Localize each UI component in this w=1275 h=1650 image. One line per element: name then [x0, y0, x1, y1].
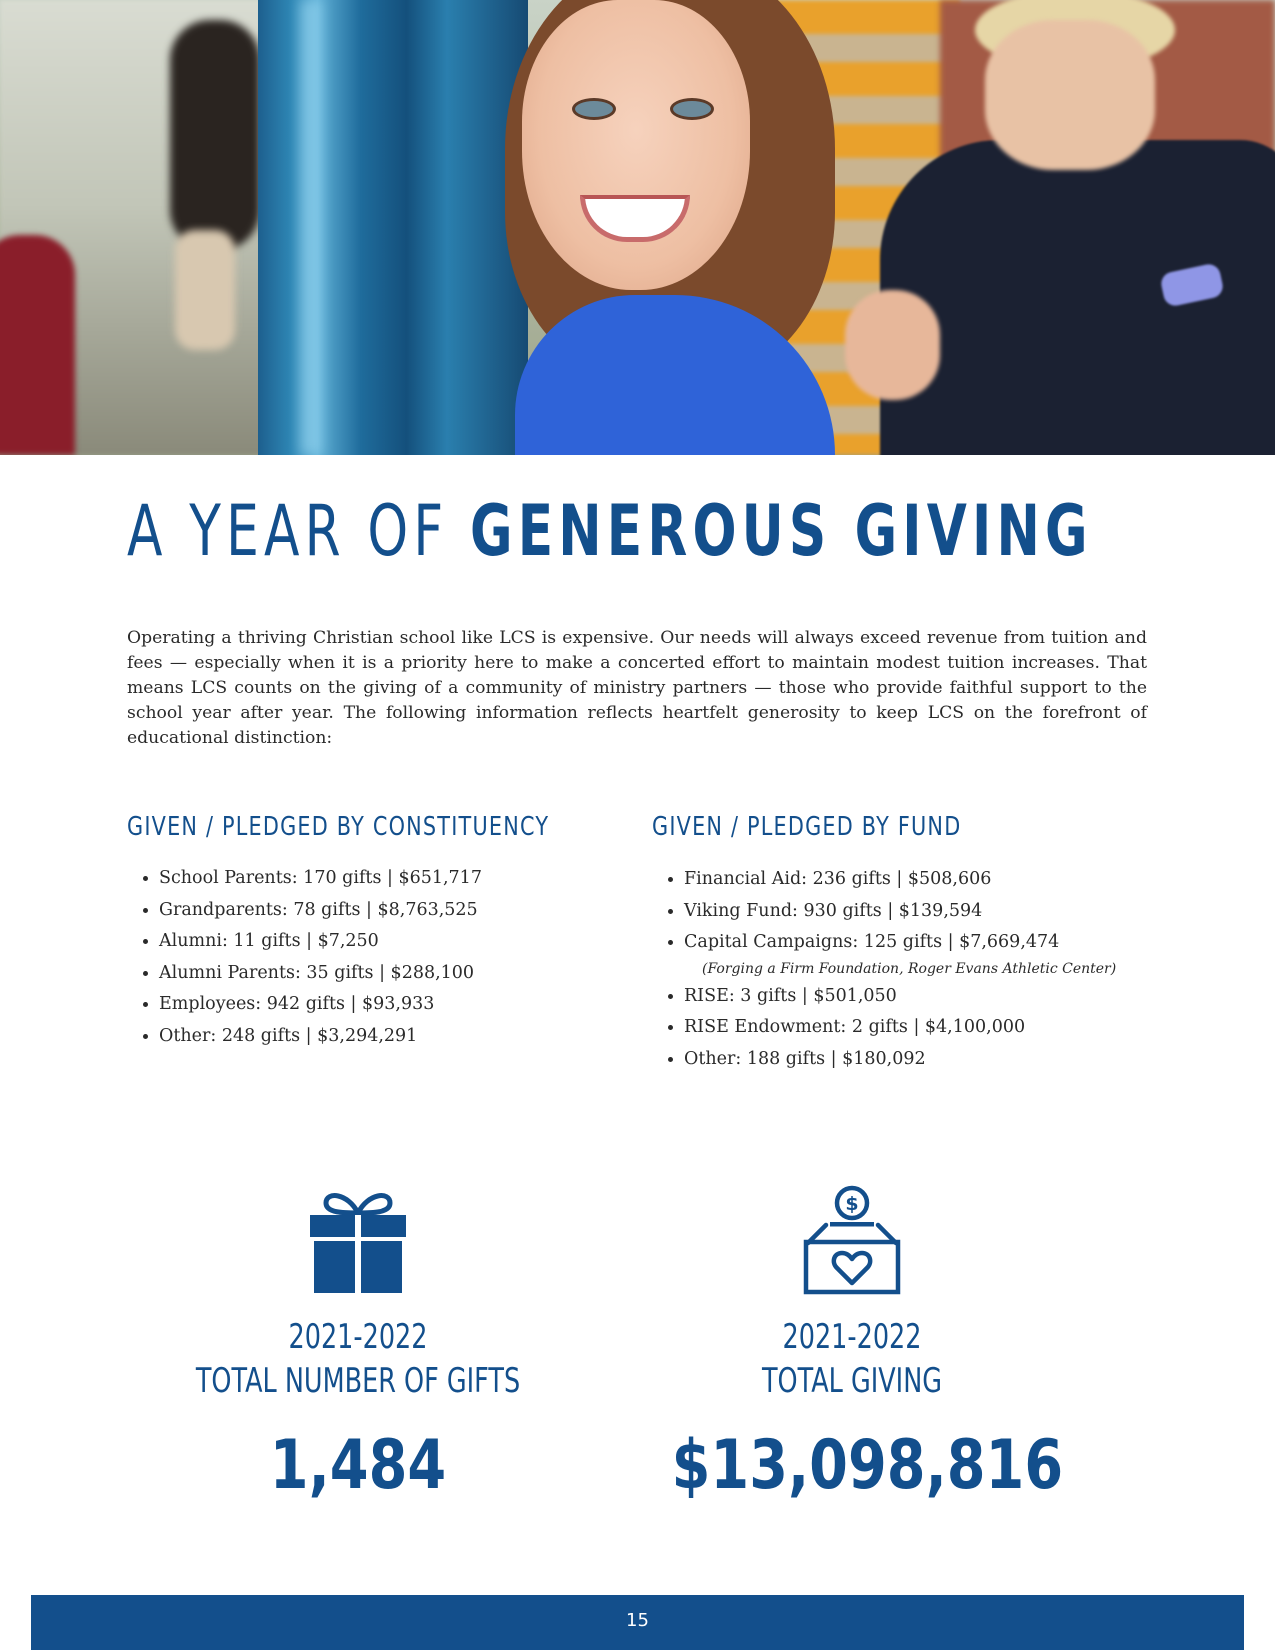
list-item-text: Other: 248 gifts | $3,294,291 — [159, 1025, 418, 1046]
list-item-text: Viking Fund: 930 gifts | $139,594 — [684, 900, 983, 921]
footer-bar — [31, 1595, 1244, 1650]
stat-gifts-label: TOTAL NUMBER OF GIFTS — [195, 1361, 521, 1401]
donation-box-icon — [800, 1185, 904, 1295]
photo-child-background-legs — [175, 230, 235, 350]
list-item — [684, 927, 1116, 979]
page-title-bold: GENEROUS GIVING — [470, 490, 1093, 572]
photo-boy-shirt — [880, 140, 1275, 455]
photo-child-background — [170, 20, 260, 250]
hero-photo — [0, 0, 1275, 455]
list-item-text: Alumni: 11 gifts | $7,250 — [159, 931, 379, 951]
photo-boy-face — [985, 20, 1155, 170]
stat-giving-value: $13,098,816 — [671, 1426, 1064, 1505]
intro-paragraph: Operating a thriving Christian school like LCS is expensive. Our needs will always exceed revenue from tuition and fees — especially when it is a priority here to make a concerted effort to maintain modest tuition increases. That means LCS counts on the giving of a community of ministry partners — those who provide faithful support to the school year after year. The following information reflects heartfelt generosity to keep LCS on the forefront of educational distinction: — [127, 628, 1147, 748]
constituency-list — [127, 863, 482, 1052]
list-item-text: RISE: 3 gifts | $501,050 — [684, 985, 897, 1006]
photo-girl-face — [522, 0, 750, 290]
fund-heading: GIVEN / PLEDGED BY FUND — [652, 812, 962, 842]
page-number: 15 — [626, 1610, 649, 1631]
list-item-note: (Forging a Firm Foundation, Roger Evans Athletic Center) — [702, 960, 1117, 977]
photo-girl-eye-right — [670, 98, 714, 120]
list-item-text: Grandparents: 78 gifts | $8,763,525 — [159, 899, 478, 920]
photo-girl-eye-left — [572, 98, 616, 120]
photo-boy-hand — [845, 290, 940, 400]
list-item — [159, 958, 482, 990]
list-item-text: Capital Campaigns: 125 gifts | $7,669,474 — [684, 932, 1060, 952]
list-item — [684, 981, 1116, 1013]
stat-total-giving — [632, 1185, 1072, 1509]
stat-giving-label: TOTAL GIVING — [761, 1361, 943, 1401]
list-item-text: Financial Aid: 236 gifts | $508,606 — [684, 869, 992, 889]
list-item-text: RISE Endowment: 2 gifts | $4,100,000 — [684, 1017, 1026, 1037]
list-item — [159, 1021, 482, 1053]
photo-child-left — [0, 235, 75, 455]
gift-icon — [308, 1185, 408, 1295]
stat-giving-year: 2021-2022 — [782, 1317, 922, 1357]
list-item — [159, 989, 482, 1021]
svg-text:$: $ — [845, 1193, 859, 1215]
fund-list — [652, 864, 1116, 1075]
list-item-text: Employees: 942 gifts | $93,933 — [159, 994, 435, 1014]
list-item — [684, 864, 1116, 896]
page-title — [127, 487, 1093, 575]
page-title-regular: A YEAR OF — [127, 490, 449, 572]
list-item — [684, 1044, 1116, 1076]
list-item — [159, 863, 482, 895]
photo-pole-highlight — [300, 0, 322, 455]
stat-gifts-value: 1,484 — [269, 1426, 447, 1505]
list-item — [684, 896, 1116, 928]
list-item — [159, 926, 482, 958]
photo-blue-pole — [258, 0, 528, 455]
stat-gifts-year: 2021-2022 — [288, 1317, 428, 1357]
list-item — [159, 895, 482, 927]
constituency-heading: GIVEN / PLEDGED BY CONSTITUENCY — [127, 812, 550, 842]
list-item-text: Alumni Parents: 35 gifts | $288,100 — [159, 962, 475, 983]
stat-total-gifts — [138, 1185, 578, 1509]
list-item-text: Other: 188 gifts | $180,092 — [684, 1048, 926, 1069]
list-item-text: School Parents: 170 gifts | $651,717 — [159, 868, 482, 888]
list-item — [684, 1012, 1116, 1044]
